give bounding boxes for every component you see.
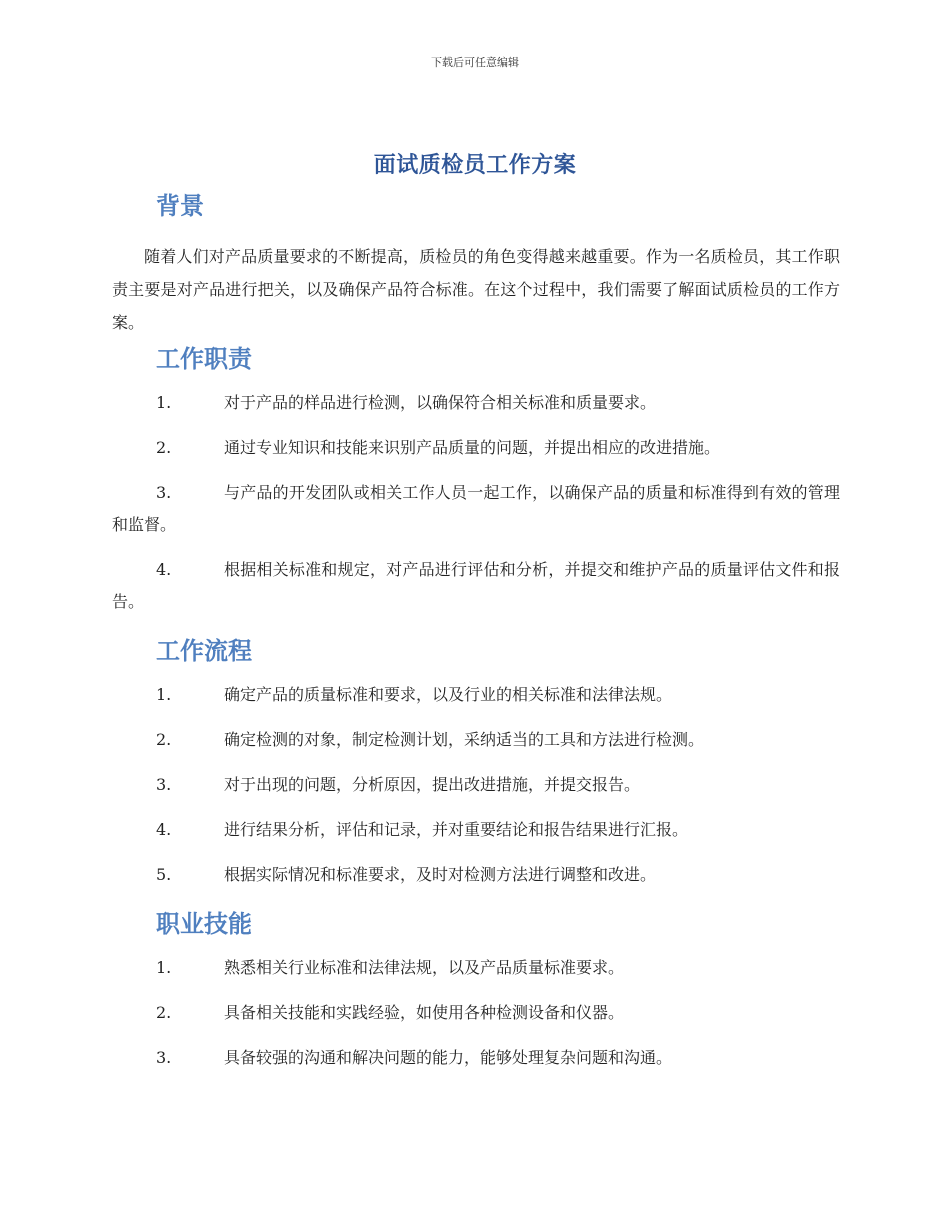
list-text: 通过专业知识和技能来识别产品质量的问题，并提出相应的改进措施。 [224,438,721,457]
list-item [112,477,840,541]
list-text: 对于产品的样品进行检测，以确保符合相关标准和质量要求。 [224,393,657,412]
section-heading: 背景 [156,192,204,220]
section-heading: 工作职责 [156,345,252,373]
section-duties [112,339,840,618]
list-number: 2. [156,438,172,457]
list-number: 4. [156,560,172,579]
document-title: 面试质检员工作方案 [373,153,577,178]
document-body [112,186,840,1087]
list-number: 2. [156,730,172,749]
background-paragraph: 随着人们对产品质量要求的不断提高，质检员的角色变得越来越重要。作为一名质检员，其工作职责主要是对产品进行把关，以及确保产品符合标准。在这个过程中，我们需要了解面试质检员的工作方案。 [112,247,840,332]
section-heading: 工作流程 [156,637,252,665]
list-number: 2. [156,1003,172,1022]
section-workflow [112,631,840,891]
section-heading: 职业技能 [156,910,252,938]
section-skills [112,904,840,1074]
list-text: 与产品的开发团队或相关工作人员一起工作，以确保产品的质量和标准得到有效的管理和监督。 [112,483,840,534]
list-text: 熟悉相关行业标准和法律法规，以及产品质量标准要求。 [224,958,625,977]
list-item [112,814,840,846]
list-text: 根据实际情况和标准要求，及时对检测方法进行调整和改进。 [224,865,657,884]
list-number: 4. [156,820,172,839]
list-item [112,769,840,801]
list-item [112,1042,840,1074]
list-item [112,952,840,984]
list-text: 对于出现的问题，分析原因，提出改进措施，并提交报告。 [224,775,641,794]
list-text: 具备相关技能和实践经验，如使用各种检测设备和仪器。 [224,1003,625,1022]
list-text: 根据相关标准和规定，对产品进行评估和分析，并提交和维护产品的质量评估文件和报告。 [112,560,840,611]
list-text: 具备较强的沟通和解决问题的能力，能够处理复杂问题和沟通。 [224,1048,673,1067]
header-note: 下载后可任意编辑 [431,56,519,69]
list-item [112,679,840,711]
list-item [112,997,840,1029]
list-text: 确定检测的对象，制定检测计划，采纳适当的工具和方法进行检测。 [224,730,705,749]
section-background [112,186,840,339]
list-number: 3. [156,483,172,502]
list-number: 1. [156,958,172,977]
duties-list [112,387,840,618]
skills-list [112,952,840,1074]
list-number: 1. [156,685,172,704]
list-number: 3. [156,775,172,794]
list-item [112,432,840,464]
list-item [112,554,840,618]
list-number: 5. [156,865,172,884]
list-text: 确定产品的质量标准和要求，以及行业的相关标准和法律法规。 [224,685,673,704]
list-number: 1. [156,393,172,412]
list-item [112,724,840,756]
list-item [112,859,840,891]
list-number: 3. [156,1048,172,1067]
list-item [112,387,840,419]
list-text: 进行结果分析，评估和记录，并对重要结论和报告结果进行汇报。 [224,820,689,839]
workflow-list [112,679,840,891]
